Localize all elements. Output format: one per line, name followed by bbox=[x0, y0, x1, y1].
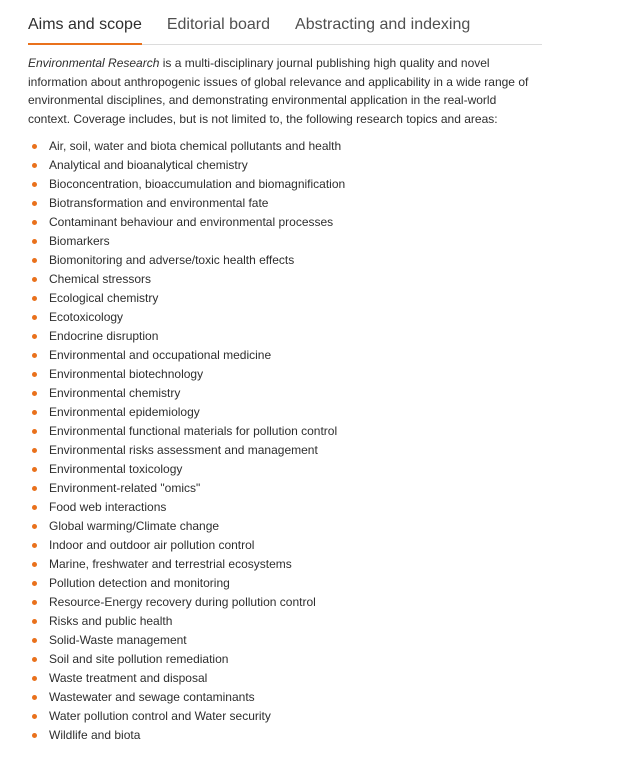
list-item bbox=[28, 612, 538, 631]
bullet-dot-icon bbox=[32, 296, 37, 301]
list-item bbox=[28, 498, 538, 517]
bullet-dot-icon bbox=[32, 372, 37, 377]
bullet-dot-icon bbox=[32, 562, 37, 567]
bullet-dot-icon bbox=[32, 600, 37, 605]
list-item bbox=[28, 365, 538, 384]
bullet-dot-icon bbox=[32, 505, 37, 510]
list-item bbox=[28, 175, 538, 194]
tab-abstracting-and-indexing[interactable]: Abstracting and indexing bbox=[295, 16, 471, 33]
list-item bbox=[28, 270, 538, 289]
bullet-dot-icon bbox=[32, 543, 37, 548]
tab-aims-and-scope[interactable]: Aims and scope bbox=[28, 0, 142, 44]
topic-label: Air, soil, water and biota chemical pollutants and health bbox=[49, 139, 342, 154]
list-item bbox=[28, 650, 538, 669]
bullet-dot-icon bbox=[32, 448, 37, 453]
topic-label: Indoor and outdoor air pollution control bbox=[49, 538, 255, 553]
topic-label: Environmental risks assessment and management bbox=[49, 443, 318, 458]
intro-text: is a multi-disciplinary journal publishing high quality and novel information about anthropogenic issues of global relevance and applicability in a wide range of environmental disciplines, and demonstrating environmental application in the real-world context. Coverage includes, but is not limited to, the following research topics and areas: bbox=[28, 56, 529, 126]
bullet-dot-icon bbox=[32, 258, 37, 263]
topic-label: Environmental chemistry bbox=[49, 386, 181, 401]
list-item bbox=[28, 460, 538, 479]
bullet-dot-icon bbox=[32, 163, 37, 168]
list-item bbox=[28, 251, 538, 270]
bullet-dot-icon bbox=[32, 201, 37, 206]
list-item bbox=[28, 536, 538, 555]
list-item bbox=[28, 574, 538, 593]
list-item bbox=[28, 289, 538, 308]
tab-editorial-board[interactable]: Editorial board bbox=[166, 16, 271, 33]
topic-label: Marine, freshwater and terrestrial ecosystems bbox=[49, 557, 292, 572]
topics-list bbox=[28, 137, 538, 745]
bullet-dot-icon bbox=[32, 315, 37, 320]
bullet-dot-icon bbox=[32, 144, 37, 149]
topic-label: Food web interactions bbox=[49, 500, 167, 515]
topic-label: Environmental toxicology bbox=[49, 462, 183, 477]
tab-bar bbox=[28, 0, 542, 45]
topic-label: Ecotoxicology bbox=[49, 310, 124, 325]
topic-label: Environmental and occupational medicine bbox=[49, 348, 272, 363]
bullet-dot-icon bbox=[32, 334, 37, 339]
aims-and-scope-panel bbox=[28, 54, 538, 745]
list-item bbox=[28, 441, 538, 460]
list-item bbox=[28, 232, 538, 251]
topic-label: Wastewater and sewage contaminants bbox=[49, 690, 255, 705]
topic-label: Environmental biotechnology bbox=[49, 367, 204, 382]
topic-label: Environment-related "omics" bbox=[49, 481, 201, 496]
bullet-dot-icon bbox=[32, 277, 37, 282]
bullet-dot-icon bbox=[32, 524, 37, 529]
list-item bbox=[28, 726, 538, 745]
list-item bbox=[28, 213, 538, 232]
list-item bbox=[28, 707, 538, 726]
bullet-dot-icon bbox=[32, 486, 37, 491]
topic-label: Environmental functional materials for pollution control bbox=[49, 424, 338, 439]
bullet-dot-icon bbox=[32, 182, 37, 187]
topic-label: Ecological chemistry bbox=[49, 291, 159, 306]
list-item bbox=[28, 669, 538, 688]
list-item bbox=[28, 308, 538, 327]
topic-label: Bioconcentration, bioaccumulation and biomagnification bbox=[49, 177, 346, 192]
topic-label: Pollution detection and monitoring bbox=[49, 576, 230, 591]
topic-label: Wildlife and biota bbox=[49, 728, 141, 743]
topic-label: Endocrine disruption bbox=[49, 329, 159, 344]
topic-label: Soil and site pollution remediation bbox=[49, 652, 229, 667]
topic-label: Biomarkers bbox=[49, 234, 110, 249]
intro-paragraph bbox=[28, 54, 538, 128]
list-item bbox=[28, 194, 538, 213]
list-item bbox=[28, 517, 538, 536]
topic-label: Biotransformation and environmental fate bbox=[49, 196, 269, 211]
topic-label: Global warming/Climate change bbox=[49, 519, 220, 534]
bullet-dot-icon bbox=[32, 429, 37, 434]
topic-label: Contaminant behaviour and environmental processes bbox=[49, 215, 334, 230]
bullet-dot-icon bbox=[32, 619, 37, 624]
topic-label: Chemical stressors bbox=[49, 272, 152, 287]
bullet-dot-icon bbox=[32, 733, 37, 738]
journal-name: Environmental Research bbox=[28, 56, 160, 70]
bullet-dot-icon bbox=[32, 714, 37, 719]
topic-label: Risks and public health bbox=[49, 614, 173, 629]
list-item bbox=[28, 688, 538, 707]
bullet-dot-icon bbox=[32, 638, 37, 643]
bullet-dot-icon bbox=[32, 695, 37, 700]
list-item bbox=[28, 593, 538, 612]
topic-label: Analytical and bioanalytical chemistry bbox=[49, 158, 248, 173]
list-item bbox=[28, 555, 538, 574]
list-item bbox=[28, 384, 538, 403]
bullet-dot-icon bbox=[32, 410, 37, 415]
bullet-dot-icon bbox=[32, 353, 37, 358]
bullet-dot-icon bbox=[32, 657, 37, 662]
topic-label: Environmental epidemiology bbox=[49, 405, 200, 420]
bullet-dot-icon bbox=[32, 676, 37, 681]
list-item bbox=[28, 422, 538, 441]
list-item bbox=[28, 479, 538, 498]
bullet-dot-icon bbox=[32, 239, 37, 244]
list-item bbox=[28, 346, 538, 365]
list-item bbox=[28, 137, 538, 156]
bullet-dot-icon bbox=[32, 391, 37, 396]
topic-label: Solid-Waste management bbox=[49, 633, 187, 648]
bullet-dot-icon bbox=[32, 467, 37, 472]
list-item bbox=[28, 327, 538, 346]
list-item bbox=[28, 403, 538, 422]
topic-label: Resource-Energy recovery during pollution control bbox=[49, 595, 316, 610]
bullet-dot-icon bbox=[32, 220, 37, 225]
topic-label: Biomonitoring and adverse/toxic health effects bbox=[49, 253, 295, 268]
topic-label: Water pollution control and Water security bbox=[49, 709, 271, 724]
topic-label: Waste treatment and disposal bbox=[49, 671, 208, 686]
list-item bbox=[28, 156, 538, 175]
bullet-dot-icon bbox=[32, 581, 37, 586]
list-item bbox=[28, 631, 538, 650]
